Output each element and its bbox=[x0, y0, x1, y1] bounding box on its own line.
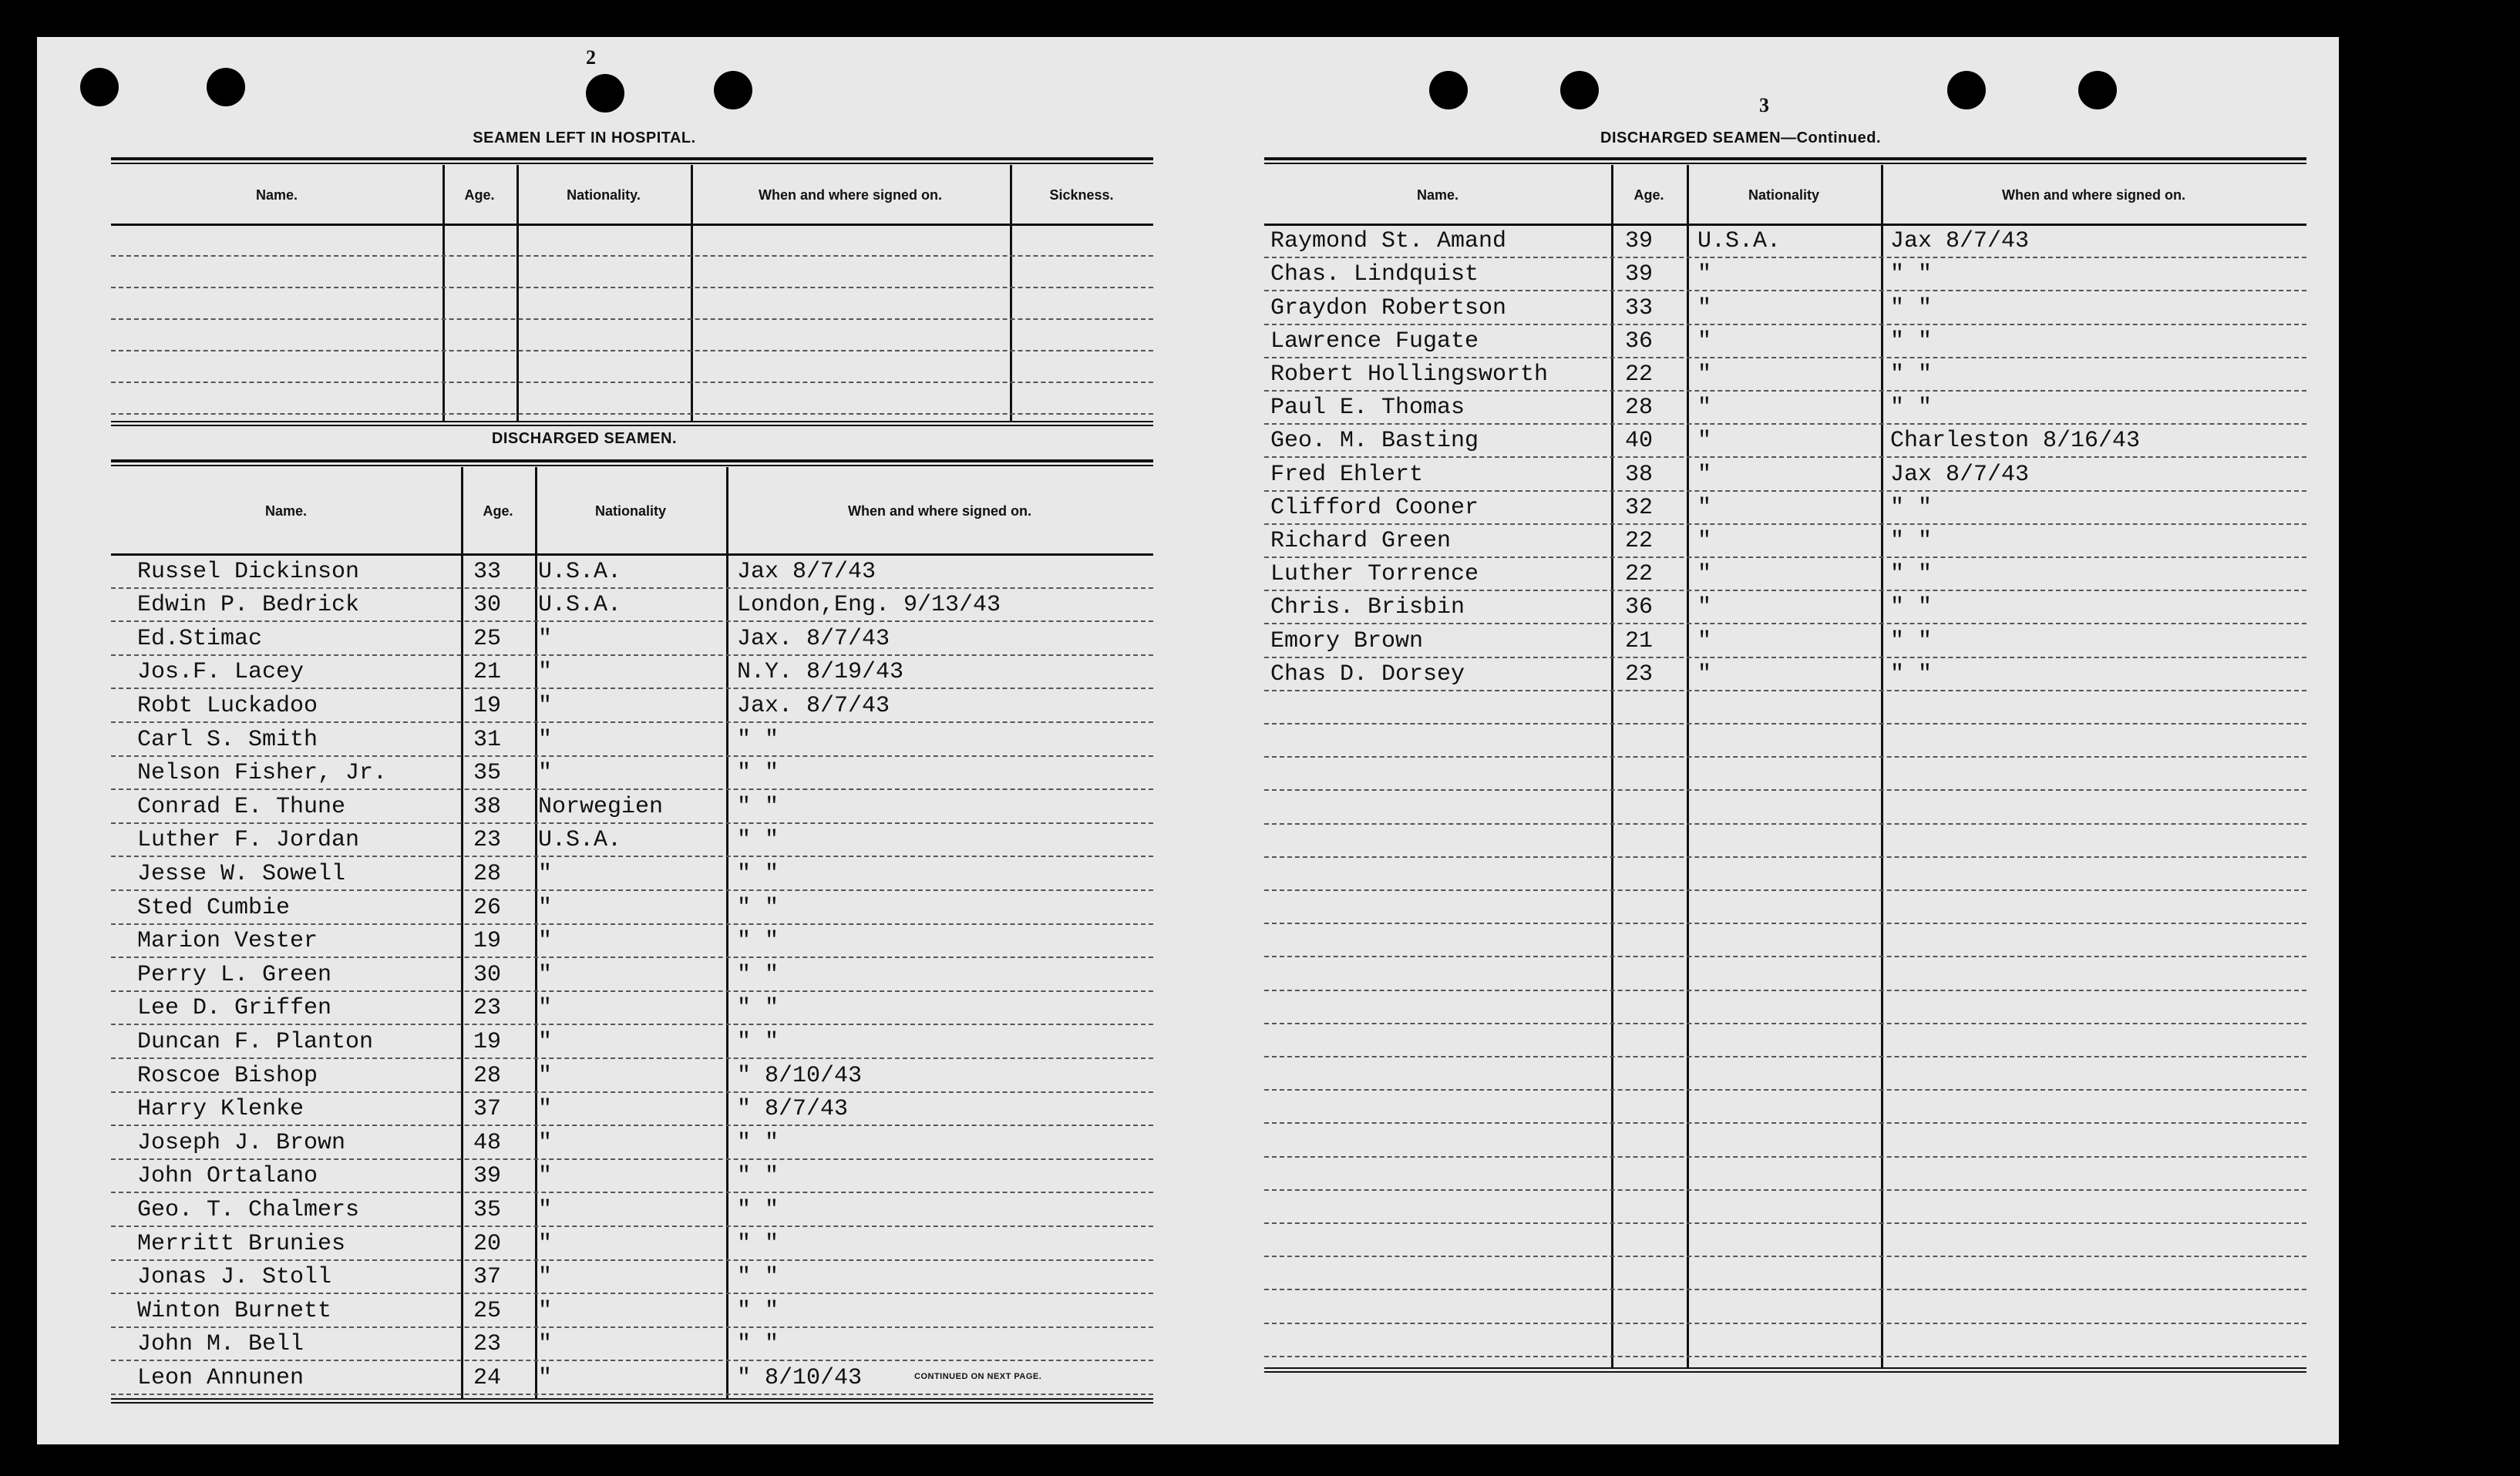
cell-age: 35 bbox=[473, 1197, 502, 1223]
cell-signed-on: N.Y. 8/19/43 bbox=[737, 659, 904, 686]
row-rule bbox=[111, 382, 1153, 383]
row-rule bbox=[1264, 1122, 2306, 1124]
cell-name: Luther F. Jordan bbox=[137, 827, 360, 854]
cell-name: Harry Klenke bbox=[137, 1096, 304, 1123]
cell-age: 39 bbox=[1625, 228, 1654, 255]
cell-age: 19 bbox=[473, 928, 502, 955]
cell-age: 48 bbox=[473, 1129, 502, 1156]
cell-name: Roscoe Bishop bbox=[137, 1062, 318, 1089]
cell-age: 31 bbox=[473, 726, 502, 753]
cell-nationality: " bbox=[538, 1029, 553, 1055]
cell-age: 36 bbox=[1625, 328, 1654, 355]
cell-name: Marion Vester bbox=[137, 928, 318, 955]
row-rule bbox=[111, 822, 1153, 824]
column-header: Nationality bbox=[594, 503, 666, 519]
row-rule bbox=[1264, 623, 2306, 624]
column-header: Age. bbox=[464, 187, 495, 203]
row-rule bbox=[1264, 1023, 2306, 1024]
cell-signed-on: " " bbox=[737, 1297, 779, 1324]
cell-name: Paul E. Thomas bbox=[1270, 395, 1465, 422]
cell-age: 30 bbox=[473, 961, 502, 988]
discharged-continued-heading: DISCHARGED SEAMEN—Continued. bbox=[1600, 129, 1881, 146]
continued-footer: CONTINUED ON NEXT PAGE. bbox=[914, 1372, 1042, 1381]
punch-hole bbox=[1560, 71, 1599, 109]
table-top-rule bbox=[111, 157, 1153, 164]
cell-signed-on: " " bbox=[1890, 661, 1933, 688]
row-rule bbox=[1264, 823, 2306, 825]
cell-signed-on: " " bbox=[1890, 594, 1933, 621]
cell-nationality: " bbox=[1697, 428, 1712, 455]
cell-name: Raymond St. Amand bbox=[1270, 228, 1507, 255]
cell-nationality: " bbox=[538, 928, 553, 955]
row-rule bbox=[111, 1057, 1153, 1059]
cell-nationality: " bbox=[538, 693, 553, 719]
column-header: Name. bbox=[255, 187, 298, 203]
punch-hole bbox=[80, 68, 119, 106]
column-header: Age. bbox=[1633, 187, 1664, 203]
cell-name: Lee D. Griffen bbox=[137, 995, 332, 1022]
cell-age: 38 bbox=[1625, 461, 1654, 488]
cell-age: 19 bbox=[473, 1029, 502, 1055]
cell-signed-on: " " bbox=[1890, 395, 1933, 422]
cell-age: 25 bbox=[473, 1297, 502, 1324]
cell-nationality: U.S.A. bbox=[538, 592, 622, 619]
row-rule bbox=[1264, 856, 2306, 858]
row-rule bbox=[111, 413, 1153, 415]
cell-name: Lawrence Fugate bbox=[1270, 328, 1479, 355]
cell-signed-on: " " bbox=[737, 928, 779, 955]
hospital-heading: SEAMEN LEFT IN HOSPITAL. bbox=[473, 129, 696, 146]
column-header: Nationality. bbox=[567, 187, 641, 203]
cell-nationality: " bbox=[1697, 561, 1712, 588]
cell-age: 25 bbox=[473, 625, 502, 652]
table-bottom-rule bbox=[111, 421, 1153, 426]
row-rule bbox=[111, 318, 1153, 320]
cell-name: Chris. Brisbin bbox=[1270, 594, 1465, 621]
row-rule bbox=[111, 889, 1153, 891]
cell-nationality: " bbox=[1697, 494, 1712, 521]
cell-age: 22 bbox=[1625, 528, 1654, 554]
row-rule bbox=[1264, 1289, 2306, 1290]
cell-signed-on: " " bbox=[737, 961, 779, 988]
row-rule bbox=[1264, 590, 2306, 591]
row-rule bbox=[111, 788, 1153, 790]
cell-name: Jesse W. Sowell bbox=[137, 861, 346, 887]
cell-age: 21 bbox=[1625, 627, 1654, 654]
cell-nationality: " bbox=[538, 1297, 553, 1324]
cell-nationality: " bbox=[1697, 361, 1712, 388]
cell-name: Carl S. Smith bbox=[137, 726, 318, 753]
row-rule bbox=[1264, 956, 2306, 957]
cell-nationality: " bbox=[1697, 294, 1712, 321]
row-rule bbox=[1264, 990, 2306, 991]
column-divider bbox=[442, 165, 445, 422]
cell-signed-on: Jax 8/7/43 bbox=[737, 558, 876, 585]
cell-signed-on: " " bbox=[737, 1230, 779, 1257]
row-rule bbox=[1264, 889, 2306, 891]
page-number-right: 3 bbox=[1759, 94, 1769, 116]
cell-signed-on: " " bbox=[1890, 494, 1933, 521]
cell-name: Fred Ehlert bbox=[1270, 461, 1424, 488]
cell-signed-on: " " bbox=[1890, 561, 1933, 588]
discharged-heading: DISCHARGED SEAMEN. bbox=[491, 430, 678, 447]
cell-age: 28 bbox=[473, 861, 502, 887]
row-rule bbox=[111, 721, 1153, 723]
cell-name: Conrad E. Thune bbox=[137, 793, 346, 820]
column-header: Nationality bbox=[1748, 187, 1819, 203]
column-header: Sickness. bbox=[1049, 187, 1114, 203]
cell-name: Perry L. Green bbox=[137, 961, 332, 988]
cell-signed-on: " " bbox=[737, 894, 779, 921]
row-rule bbox=[1264, 789, 2306, 791]
cell-age: 28 bbox=[1625, 395, 1654, 422]
cell-age: 38 bbox=[473, 793, 502, 820]
row-rule bbox=[1264, 756, 2306, 758]
row-rule bbox=[111, 1192, 1153, 1193]
cell-name: Graydon Robertson bbox=[1270, 294, 1507, 321]
row-rule bbox=[1264, 923, 2306, 924]
cell-nationality: " bbox=[538, 1096, 553, 1123]
row-rule bbox=[111, 1259, 1153, 1261]
cell-signed-on: Jax 8/7/43 bbox=[1890, 461, 2030, 488]
row-rule bbox=[1264, 423, 2306, 425]
cell-signed-on: " 8/7/43 bbox=[737, 1096, 849, 1123]
cell-signed-on: " 8/10/43 bbox=[737, 1062, 863, 1089]
row-rule bbox=[111, 1091, 1153, 1093]
cell-nationality: " bbox=[1697, 461, 1712, 488]
cell-signed-on: " " bbox=[737, 1163, 779, 1190]
cell-age: 22 bbox=[1625, 561, 1654, 588]
column-divider bbox=[1881, 165, 1883, 1369]
cell-name: Jonas J. Stoll bbox=[137, 1264, 332, 1291]
cell-nationality: " bbox=[538, 861, 553, 887]
column-divider bbox=[516, 165, 519, 422]
row-rule bbox=[1264, 523, 2306, 525]
cell-name: Luther Torrence bbox=[1270, 561, 1479, 588]
cell-signed-on: Jax. 8/7/43 bbox=[737, 625, 890, 652]
cell-age: 19 bbox=[473, 693, 502, 719]
cell-nationality: " bbox=[538, 659, 553, 686]
cell-age: 23 bbox=[473, 995, 502, 1022]
row-rule bbox=[111, 990, 1153, 992]
row-rule bbox=[1264, 723, 2306, 725]
cell-name: Winton Burnett bbox=[137, 1297, 332, 1324]
column-header: When and where signed on. bbox=[758, 187, 943, 203]
row-rule bbox=[1264, 690, 2306, 691]
row-rule bbox=[1264, 1089, 2306, 1091]
row-rule bbox=[1264, 390, 2306, 392]
cell-signed-on: " " bbox=[737, 1331, 779, 1358]
punch-hole bbox=[2078, 71, 2117, 109]
cell-nationality: " bbox=[538, 1062, 553, 1089]
cell-name: Edwin P. Bedrick bbox=[137, 592, 360, 619]
column-header: Name. bbox=[264, 503, 308, 519]
row-rule bbox=[1264, 1156, 2306, 1158]
row-rule bbox=[1264, 490, 2306, 492]
column-divider bbox=[1687, 165, 1689, 1369]
cell-nationality: " bbox=[1697, 261, 1712, 288]
cell-name: Russel Dickinson bbox=[137, 558, 360, 585]
cell-signed-on: " " bbox=[1890, 261, 1933, 288]
cell-nationality: " bbox=[1697, 594, 1712, 621]
cell-signed-on: " " bbox=[737, 1129, 779, 1156]
row-rule bbox=[1264, 1323, 2306, 1324]
cell-age: 22 bbox=[1625, 361, 1654, 388]
column-divider bbox=[1611, 165, 1613, 1369]
cell-age: 33 bbox=[473, 558, 502, 585]
column-divider bbox=[691, 165, 693, 422]
table-top-rule bbox=[1264, 157, 2306, 164]
column-header: Name. bbox=[1416, 187, 1459, 203]
row-rule bbox=[111, 587, 1153, 589]
cell-age: 24 bbox=[473, 1365, 502, 1391]
cell-signed-on: Charleston 8/16/43 bbox=[1890, 428, 2141, 455]
cell-nationality: " bbox=[538, 726, 553, 753]
cell-age: 23 bbox=[473, 827, 502, 854]
cell-nationality: " bbox=[538, 1129, 553, 1156]
cell-nationality: U.S.A. bbox=[1697, 228, 1781, 255]
row-rule bbox=[111, 1326, 1153, 1328]
row-rule bbox=[1264, 1356, 2306, 1357]
header-rule bbox=[1264, 224, 2306, 226]
discharged-table bbox=[111, 459, 1153, 1401]
cell-name: Ed.Stimac bbox=[137, 625, 263, 652]
cell-signed-on: " " bbox=[737, 1197, 779, 1223]
cell-age: 33 bbox=[1625, 294, 1654, 321]
cell-signed-on: " " bbox=[737, 760, 779, 787]
cell-age: 39 bbox=[473, 1163, 502, 1190]
row-rule bbox=[111, 1024, 1153, 1025]
cell-nationality: " bbox=[1697, 528, 1712, 554]
cell-nationality: U.S.A. bbox=[538, 827, 622, 854]
punch-hole bbox=[714, 71, 752, 109]
cell-signed-on: " " bbox=[1890, 294, 1933, 321]
cell-age: 20 bbox=[473, 1230, 502, 1257]
page-number-left: 2 bbox=[586, 46, 596, 69]
cell-signed-on: " " bbox=[1890, 528, 1933, 554]
row-rule bbox=[111, 923, 1153, 925]
cell-nationality: " bbox=[538, 760, 553, 787]
row-rule bbox=[111, 755, 1153, 757]
cell-name: John Ortalano bbox=[137, 1163, 318, 1190]
cell-signed-on: " " bbox=[1890, 328, 1933, 355]
cell-signed-on: " " bbox=[737, 861, 779, 887]
cell-age: 30 bbox=[473, 592, 502, 619]
cell-nationality: " bbox=[538, 1163, 553, 1190]
row-rule bbox=[1264, 257, 2306, 258]
cell-signed-on: " " bbox=[737, 726, 779, 753]
row-rule bbox=[111, 1293, 1153, 1294]
cell-name: Emory Brown bbox=[1270, 627, 1424, 654]
cell-nationality: " bbox=[538, 894, 553, 921]
cell-signed-on: Jax 8/7/43 bbox=[1890, 228, 2030, 255]
cell-signed-on: " " bbox=[737, 1029, 779, 1055]
cell-nationality: " bbox=[1697, 627, 1712, 654]
cell-signed-on: Jax. 8/7/43 bbox=[737, 693, 890, 719]
cell-age: 21 bbox=[473, 659, 502, 686]
cell-nationality: " bbox=[538, 1264, 553, 1291]
cell-name: Richard Green bbox=[1270, 528, 1452, 554]
cell-age: 39 bbox=[1625, 261, 1654, 288]
row-rule bbox=[111, 350, 1153, 351]
cell-name: Clifford Cooner bbox=[1270, 494, 1479, 521]
row-rule bbox=[1264, 1189, 2306, 1191]
cell-signed-on: " " bbox=[737, 793, 779, 820]
cell-nationality: " bbox=[538, 625, 553, 652]
row-rule bbox=[1264, 290, 2306, 291]
row-rule bbox=[111, 654, 1153, 656]
cell-age: 37 bbox=[473, 1264, 502, 1291]
header-rule bbox=[111, 224, 1153, 226]
row-rule bbox=[111, 1226, 1153, 1227]
cell-nationality: " bbox=[538, 1230, 553, 1257]
discharged-continued-table bbox=[1264, 157, 2306, 1370]
cell-name: Chas D. Dorsey bbox=[1270, 661, 1465, 688]
cell-nationality: " bbox=[538, 995, 553, 1022]
row-rule bbox=[1264, 324, 2306, 325]
cell-age: 35 bbox=[473, 760, 502, 787]
punch-hole bbox=[1947, 71, 1986, 109]
row-rule bbox=[111, 688, 1153, 689]
cell-signed-on: " " bbox=[737, 827, 779, 854]
table-top-rule bbox=[111, 459, 1153, 466]
row-rule bbox=[111, 957, 1153, 958]
punch-hole bbox=[207, 68, 245, 106]
cell-nationality: " bbox=[1697, 395, 1712, 422]
row-rule bbox=[111, 1394, 1153, 1395]
cell-name: Geo. M. Basting bbox=[1270, 428, 1479, 455]
row-rule bbox=[1264, 1256, 2306, 1257]
cell-name: Merritt Brunies bbox=[137, 1230, 346, 1257]
cell-signed-on: " " bbox=[1890, 361, 1933, 388]
row-rule bbox=[1264, 556, 2306, 558]
cell-name: John M. Bell bbox=[137, 1331, 304, 1358]
cell-name: Sted Cumbie bbox=[137, 894, 291, 921]
row-rule bbox=[111, 856, 1153, 857]
cell-nationality: " bbox=[1697, 661, 1712, 688]
row-rule bbox=[111, 287, 1153, 288]
hospital-table bbox=[111, 157, 1153, 424]
cell-age: 28 bbox=[473, 1062, 502, 1089]
cell-name: Robt Luckadoo bbox=[137, 693, 318, 719]
cell-nationality: Norwegien bbox=[538, 793, 664, 820]
row-rule bbox=[111, 1125, 1153, 1126]
cell-signed-on: " " bbox=[1890, 627, 1933, 654]
column-header: When and where signed on. bbox=[2001, 187, 2186, 203]
row-rule bbox=[1264, 1056, 2306, 1057]
cell-name: Nelson Fisher, Jr. bbox=[137, 760, 388, 787]
cell-age: 32 bbox=[1625, 494, 1654, 521]
header-rule bbox=[111, 553, 1153, 556]
cell-name: Joseph J. Brown bbox=[137, 1129, 346, 1156]
cell-signed-on: " 8/10/43 bbox=[737, 1365, 863, 1391]
cell-name: Jos.F. Lacey bbox=[137, 659, 304, 686]
cell-nationality: " bbox=[538, 1197, 553, 1223]
cell-nationality: " bbox=[538, 961, 553, 988]
cell-age: 23 bbox=[1625, 661, 1654, 688]
row-rule bbox=[111, 255, 1153, 257]
cell-nationality: " bbox=[538, 1331, 553, 1358]
table-bottom-rule bbox=[111, 1398, 1153, 1404]
cell-nationality: " bbox=[538, 1365, 553, 1391]
cell-age: 40 bbox=[1625, 428, 1654, 455]
punch-hole bbox=[586, 74, 624, 113]
cell-age: 36 bbox=[1625, 594, 1654, 621]
document-sheet bbox=[37, 37, 2339, 1444]
punch-hole bbox=[1429, 71, 1468, 109]
row-rule bbox=[111, 1360, 1153, 1361]
table-bottom-rule bbox=[1264, 1367, 2306, 1373]
row-rule bbox=[1264, 456, 2306, 458]
cell-signed-on: London,Eng. 9/13/43 bbox=[737, 592, 1001, 619]
row-rule bbox=[1264, 357, 2306, 358]
cell-age: 23 bbox=[473, 1331, 502, 1358]
row-rule bbox=[111, 1158, 1153, 1160]
row-rule bbox=[111, 620, 1153, 622]
row-rule bbox=[1264, 657, 2306, 658]
cell-name: Leon Annunen bbox=[137, 1365, 304, 1391]
column-header: Age. bbox=[483, 503, 513, 519]
column-header: When and where signed on. bbox=[847, 503, 1032, 519]
cell-age: 26 bbox=[473, 894, 502, 921]
cell-name: Robert Hollingsworth bbox=[1270, 361, 1549, 388]
cell-age: 37 bbox=[473, 1096, 502, 1123]
cell-signed-on: " " bbox=[737, 995, 779, 1022]
column-divider bbox=[1010, 165, 1012, 422]
cell-nationality: " bbox=[1697, 328, 1712, 355]
cell-name: Chas. Lindquist bbox=[1270, 261, 1479, 288]
cell-signed-on: " " bbox=[737, 1264, 779, 1291]
cell-nationality: U.S.A. bbox=[538, 558, 622, 585]
cell-name: Duncan F. Planton bbox=[137, 1029, 374, 1055]
cell-name: Geo. T. Chalmers bbox=[137, 1197, 360, 1223]
row-rule bbox=[1264, 1222, 2306, 1224]
